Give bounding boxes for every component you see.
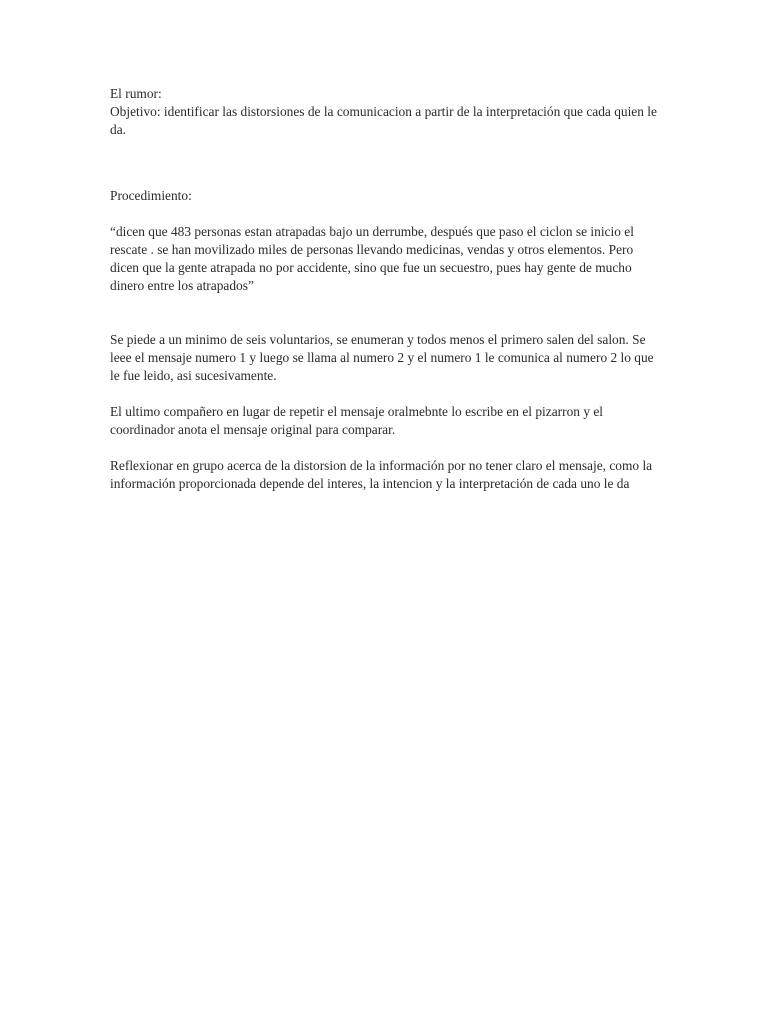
document-body [110, 85, 660, 493]
document-title: El rumor: [110, 86, 162, 101]
spacer [110, 139, 660, 187]
instructions-paragraph-2: El ultimo compañero en lugar de repetir el mensaje oralmebnte lo escribe en el pizarron y el coordinador anota el mensaje original para comparar. [110, 404, 604, 437]
spacer [110, 205, 660, 223]
procedure-heading: Procedimiento: [110, 188, 192, 203]
spacer [110, 385, 660, 403]
objective-paragraph: Objetivo: identificar las distorsiones de la comunicacion a partir de la interpretación que cada quien le da. [110, 104, 657, 137]
reflection-paragraph: Reflexionar en grupo acerca de la distorsion de la información por no tener claro el mensaje, como la información proporcionada depende del interes, la intencion y la interpretación de cada uno le da [110, 458, 653, 491]
spacer [110, 295, 660, 331]
spacer [110, 439, 660, 457]
instructions-paragraph-1: Se piede a un minimo de seis voluntarios, se enumeran y todos menos el primero salen del salon. Se leee el mensaje numero 1 y luego se llama al numero 2 y el numero 1 le comunica al numero 2 lo que le fue leido, asi sucesivamente. [110, 332, 654, 383]
quoted-message: “dicen que 483 personas estan atrapadas bajo un derrumbe, después que paso el ciclon se inicio el rescate . se han movilizado miles de personas llevando medicinas, vendas y otros elementos. Pero dicen que la gente atrapada no por accidente, sino que fue un secuestro, pues hay gente de mucho dinero entre los atrapados” [110, 224, 634, 293]
